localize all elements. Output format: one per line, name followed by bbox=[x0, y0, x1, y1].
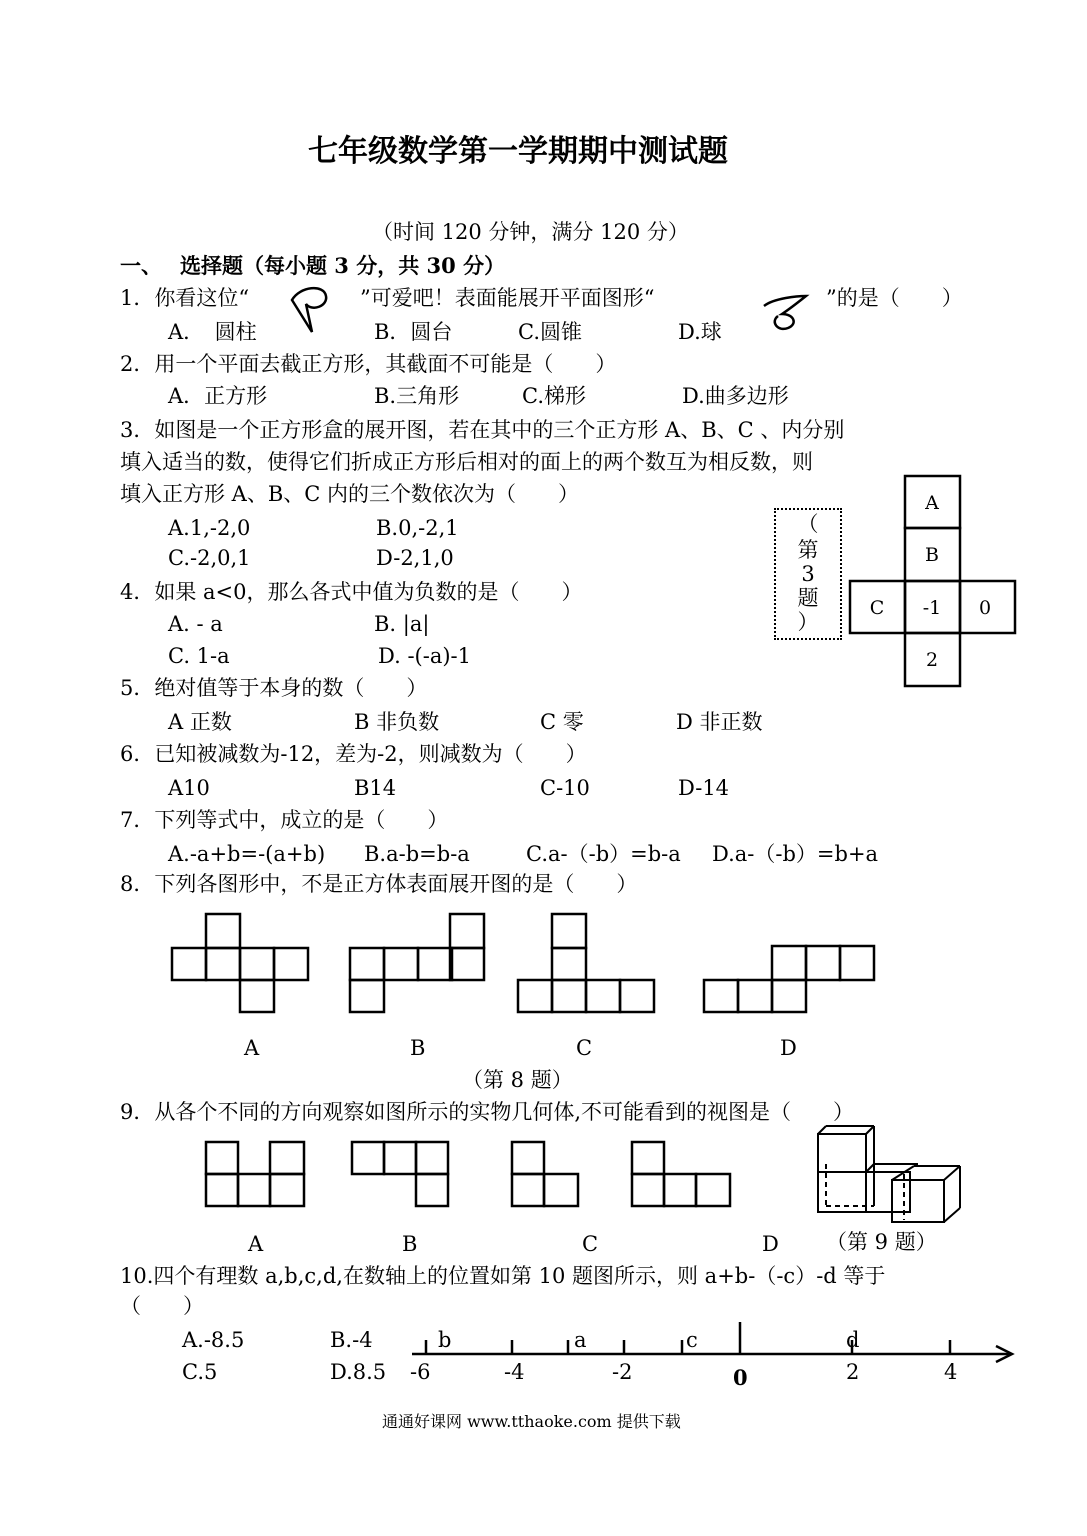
q7-stem: 7．下列等式中，成立的是（ ） bbox=[120, 808, 449, 832]
q9-label-d: D bbox=[762, 1232, 779, 1256]
q5-stem: 5．绝对值等于本身的数（ ） bbox=[120, 676, 428, 700]
q5-option-c: C 零 bbox=[540, 710, 584, 734]
cone-doodle-icon bbox=[764, 296, 806, 329]
q9-label-a: A bbox=[248, 1232, 264, 1256]
q3-line2: 填入适当的数，使得它们折成正方形后相对的面上的两个数互为相反数，则 bbox=[120, 450, 813, 474]
cone-doodle-icon bbox=[292, 288, 326, 332]
q2-stem: 2．用一个平面去截正方形，其截面不可能是（ ） bbox=[120, 352, 617, 376]
q6-stem: 6．已知被减数为-12，差为-2，则减数为（ ） bbox=[120, 742, 587, 766]
q3-caption-char: 题 bbox=[797, 586, 819, 610]
q4-option-d: D. -(-a)-1 bbox=[378, 644, 471, 668]
number-line-tick-label: 2 bbox=[846, 1360, 860, 1384]
number-line-point-c: c bbox=[686, 1328, 698, 1352]
q3-caption-char: ） bbox=[797, 610, 819, 634]
q5-option-d: D 非正数 bbox=[676, 710, 763, 734]
q8-stem: 8．下列各图形中，不是正方体表面展开图的是（ ） bbox=[120, 872, 638, 896]
q8-caption: （第 8 题） bbox=[462, 1068, 573, 1092]
q10-option-a: A.-8.5 bbox=[182, 1328, 245, 1352]
q10-option-c: C.5 bbox=[182, 1360, 218, 1384]
q8-net-a bbox=[172, 914, 308, 1012]
q5-option-a: A 正数 bbox=[168, 710, 232, 734]
q1-stem-part2: ”可爱吧！表面能展开平面图形“ bbox=[360, 286, 655, 310]
q6-option-b: B14 bbox=[354, 776, 397, 800]
number-line bbox=[412, 1322, 1012, 1362]
number-line-point-b: b bbox=[438, 1328, 452, 1352]
q9-label-c: C bbox=[582, 1232, 599, 1256]
number-line-tick-label: -4 bbox=[504, 1360, 525, 1384]
q3-caption-char: 第 bbox=[797, 538, 819, 562]
q3-caption-char: 3 bbox=[801, 562, 815, 586]
page-title: 七年级数学第一学期期中测试题 bbox=[308, 134, 728, 169]
q3-option-d: D-2,1,0 bbox=[376, 546, 454, 570]
q1-stem-part3: ”的是（ ） bbox=[826, 286, 963, 310]
q8-net-c bbox=[518, 914, 654, 1012]
net-cell-a: A bbox=[925, 492, 939, 514]
q2-option-d: D.曲多边形 bbox=[682, 384, 789, 408]
q7-option-b: B.a-b=b-a bbox=[364, 842, 470, 866]
q3-cube-net bbox=[850, 476, 1015, 686]
q9-solid-figure bbox=[818, 1126, 960, 1222]
net-cell-right: 0 bbox=[978, 597, 992, 619]
q9-caption: （第 9 题） bbox=[826, 1230, 937, 1254]
q8-label-d: D bbox=[780, 1036, 797, 1060]
number-line-origin-label: 0 bbox=[733, 1365, 748, 1390]
number-line-tick-label: -2 bbox=[612, 1360, 633, 1384]
q7-option-c: C.a-（-b）=b-a bbox=[526, 842, 681, 866]
q2-option-b: B.三角形 bbox=[374, 384, 460, 408]
net-cell-bottom: 2 bbox=[925, 649, 939, 671]
q3-line3: 填入正方形 A、B、C 内的三个数依次为（ ） bbox=[120, 482, 580, 506]
q3-option-c: C.-2,0,1 bbox=[168, 546, 251, 570]
exam-info: （时间 120 分钟，满分 120 分） bbox=[372, 220, 689, 244]
q10-option-b: B.-4 bbox=[330, 1328, 373, 1352]
q9-view-a bbox=[206, 1142, 304, 1206]
net-cell-b: B bbox=[925, 544, 939, 566]
q9-view-c bbox=[512, 1142, 578, 1206]
q8-net-d bbox=[704, 946, 874, 1012]
q8-label-a: A bbox=[244, 1036, 260, 1060]
q1-stem-part1: 1．你看这位“ bbox=[120, 286, 250, 310]
q1-option-d: D.球 bbox=[678, 320, 722, 344]
number-line-point-d: d bbox=[846, 1328, 860, 1352]
net-cell-c: C bbox=[869, 597, 885, 619]
q3-option-b: B.0,-2,1 bbox=[376, 516, 459, 540]
footer-credit: 通通好课网 www.tthaoke.com 提供下载 bbox=[382, 1412, 681, 1431]
q4-option-c: C. 1-a bbox=[168, 644, 230, 668]
section-heading: 选择题（每小题 3 分，共 30 分） bbox=[180, 253, 506, 278]
q2-option-a: A．正方形 bbox=[168, 384, 268, 408]
q4-option-b: B. |a| bbox=[374, 612, 430, 636]
q1-option-c: C.圆锥 bbox=[518, 320, 582, 344]
q1-option-b: B．圆台 bbox=[374, 320, 453, 344]
q3-caption-char: （ bbox=[797, 512, 819, 536]
q2-option-c: C.梯形 bbox=[522, 384, 586, 408]
number-line-point-a: a bbox=[574, 1328, 587, 1352]
q7-option-d: D.a-（-b）=b+a bbox=[712, 842, 879, 866]
q9-view-d bbox=[632, 1142, 730, 1206]
net-cell-center: -1 bbox=[922, 597, 942, 619]
q3-option-a: A.1,-2,0 bbox=[168, 516, 251, 540]
q4-option-a: A. - a bbox=[168, 612, 223, 636]
q8-net-b bbox=[350, 914, 484, 1012]
q8-label-b: B bbox=[410, 1036, 426, 1060]
q8-label-c: C bbox=[576, 1036, 593, 1060]
q10-option-d: D.8.5 bbox=[330, 1360, 387, 1384]
number-line-tick-label: 4 bbox=[944, 1360, 958, 1384]
q10-line2: （ ） bbox=[120, 1294, 204, 1318]
q9-view-b bbox=[352, 1142, 448, 1206]
q7-option-a: A.-a+b=-(a+b) bbox=[168, 842, 326, 866]
q4-stem: 4．如果 a<0，那么各式中值为负数的是（ ） bbox=[120, 580, 583, 604]
number-line-tick-label: -6 bbox=[410, 1360, 431, 1384]
q9-label-b: B bbox=[402, 1232, 418, 1256]
q9-stem: 9．从各个不同的方向观察如图所示的实物几何体,不可能看到的视图是（ ） bbox=[120, 1100, 855, 1124]
q3-line1: 3．如图是一个正方形盒的展开图，若在其中的三个正方形 A、B、C 、内分别 bbox=[120, 418, 845, 442]
q6-option-d: D-14 bbox=[678, 776, 730, 800]
q6-option-c: C-10 bbox=[540, 776, 590, 800]
q1-option-a: A． 圆柱 bbox=[168, 320, 257, 344]
q10-line1: 10.四个有理数 a,b,c,d,在数轴上的位置如第 10 题图所示，则 a+b-（-c）-d 等于 bbox=[120, 1264, 886, 1288]
q5-option-b: B 非负数 bbox=[354, 710, 440, 734]
section-number: 一、 bbox=[120, 253, 162, 278]
q6-option-a: A10 bbox=[168, 776, 210, 800]
